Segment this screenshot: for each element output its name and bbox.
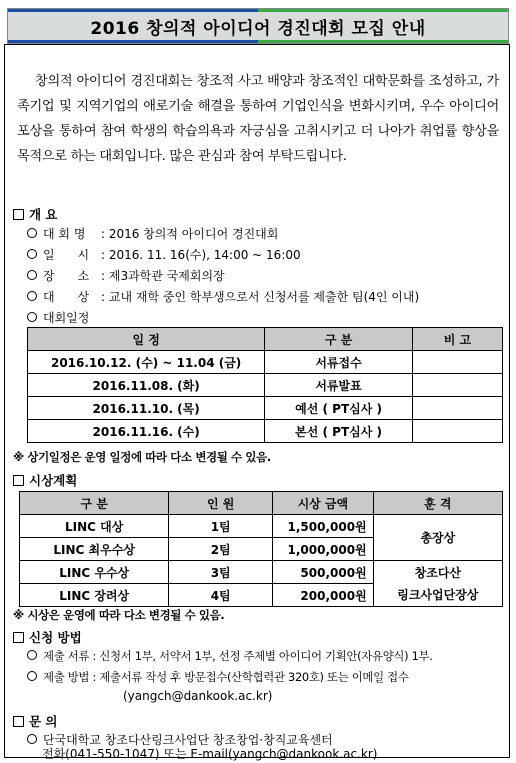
checkbox-square-icon xyxy=(13,632,24,643)
circle-bullet-icon xyxy=(27,671,37,681)
table-header-cell: 구 분 xyxy=(20,492,169,515)
contact-line-1: 단국대학교 창조다산링크사업단 창조창업·창직교육센터 xyxy=(27,731,333,748)
table-cell: 2016.11.10. (목) xyxy=(28,397,265,420)
table-cell: 1,000,000원 xyxy=(273,538,374,561)
circle-bullet-icon xyxy=(27,291,37,301)
table-row xyxy=(28,351,503,374)
table-header-cell: 일 정 xyxy=(28,328,265,351)
circle-bullet-icon xyxy=(27,228,37,238)
schedule-table xyxy=(27,327,503,443)
table-header-cell: 비 고 xyxy=(412,328,502,351)
table-header-cell: 시상 금액 xyxy=(273,492,374,515)
table-cell: 3팀 xyxy=(169,561,273,584)
circle-bullet-icon xyxy=(27,270,37,280)
contact-heading: 문 의 xyxy=(13,712,58,730)
table-cell xyxy=(412,397,502,420)
apply-documents: 제출 서류 : 신청서 1부, 서약서 1부, 선정 주제별 아이디어 기획안(자유양식) 1부. xyxy=(27,648,433,664)
checkbox-square-icon xyxy=(13,716,24,727)
honor-cell: 총장상 xyxy=(373,515,502,561)
table-cell: 2016.11.16. (수) xyxy=(28,420,265,443)
title-stripe-top xyxy=(8,9,508,12)
table-cell: 1,500,000원 xyxy=(273,515,374,538)
overview-schedule-label: 대회일정 xyxy=(27,309,89,326)
table-cell xyxy=(412,374,502,397)
intro-paragraph: 창의적 아이디어 경진대회는 창조적 사고 배양과 창조적인 대학문화를 조성하고, 가족기업 및 지역기업의 애로기술 해결을 통하여 기업인식을 변화시키며, 우수 아이디어 포상을 통하여 참여 학생의 학습의욕과 자긍심을 고취시키고 더 나아가 취업률 향상을 목적으로 하는 대회입니다. 많은 관심과 참여 부탁드립니다. xyxy=(17,74,499,164)
overview-item-date: 일 시 : 2016. 11. 16(수), 14:00 ~ 16:00 xyxy=(27,246,301,263)
apply-email[interactable]: (yangch@dankook.ac.kr) xyxy=(123,689,273,703)
title-banner xyxy=(7,8,509,44)
overview-item-target: 대 상 : 교내 재학 중인 학부생으로서 신청서를 제출한 팀(4인 이내) xyxy=(27,288,419,305)
table-header-row xyxy=(28,328,503,351)
schedule-note: ※ 상기일정은 운영 일정에 따라 다소 변경될 수 있음. xyxy=(13,450,271,464)
table-row xyxy=(28,397,503,420)
content-frame xyxy=(4,44,510,761)
overview-item-name: 대 회 명 : 2016 창의적 아이디어 경진대회 xyxy=(27,225,278,242)
circle-bullet-icon xyxy=(27,650,37,660)
circle-bullet-icon xyxy=(27,249,37,259)
table-cell: 2팀 xyxy=(169,538,273,561)
table-row xyxy=(28,374,503,397)
table-cell xyxy=(412,420,502,443)
title-stripe-bottom xyxy=(8,40,508,43)
table-cell: 서류접수 xyxy=(265,351,413,374)
apply-method: 제출 방법 : 제출서류 작성 후 방문접수(산학협력관 320호) 또는 이메일 접수 xyxy=(27,669,409,685)
table-header-cell: 구 분 xyxy=(265,328,413,351)
overview-heading: 개 요 xyxy=(13,205,58,223)
checkbox-square-icon xyxy=(13,475,24,486)
circle-bullet-icon xyxy=(27,312,37,322)
overview-item-place: 장 소 : 제3과학관 국제회의장 xyxy=(27,267,225,284)
honor-cell: 창조다산 링크사업단장상 xyxy=(373,561,502,607)
table-cell: LINC 장려상 xyxy=(20,584,169,607)
table-cell: 2016.11.08. (화) xyxy=(28,374,265,397)
table-cell: 500,000원 xyxy=(273,561,374,584)
awards-table xyxy=(19,491,503,607)
table-cell: 4팀 xyxy=(169,584,273,607)
awards-heading: 시상계획 xyxy=(13,471,77,489)
table-row xyxy=(20,561,503,584)
awards-note: ※ 시상은 운영에 따라 다소 변경될 수 있음. xyxy=(13,608,225,622)
table-cell: LINC 우수상 xyxy=(20,561,169,584)
table-header-cell: 훈 격 xyxy=(373,492,502,515)
table-cell: LINC 최우수상 xyxy=(20,538,169,561)
contact-line-2: 전화(041-550-1047) 또는 E-mail(yangch@dankook.ac.kr) xyxy=(42,747,378,761)
table-cell xyxy=(412,351,502,374)
table-header-row xyxy=(20,492,503,515)
table-row xyxy=(20,515,503,538)
table-cell: 예선 ( PT심사 ) xyxy=(265,397,413,420)
table-header-cell: 인 원 xyxy=(169,492,273,515)
page-title: 2016 창의적 아이디어 경진대회 모집 안내 xyxy=(90,19,426,39)
table-cell: 서류발표 xyxy=(265,374,413,397)
checkbox-square-icon xyxy=(13,209,24,220)
table-cell: 본선 ( PT심사 ) xyxy=(265,420,413,443)
table-cell: 2016.10.12. (수) ~ 11.04 (금) xyxy=(28,351,265,374)
table-cell: LINC 대상 xyxy=(20,515,169,538)
apply-heading: 신청 방법 xyxy=(13,628,82,646)
table-row xyxy=(28,420,503,443)
table-cell: 1팀 xyxy=(169,515,273,538)
circle-bullet-icon xyxy=(27,734,37,744)
table-cell: 200,000원 xyxy=(273,584,374,607)
